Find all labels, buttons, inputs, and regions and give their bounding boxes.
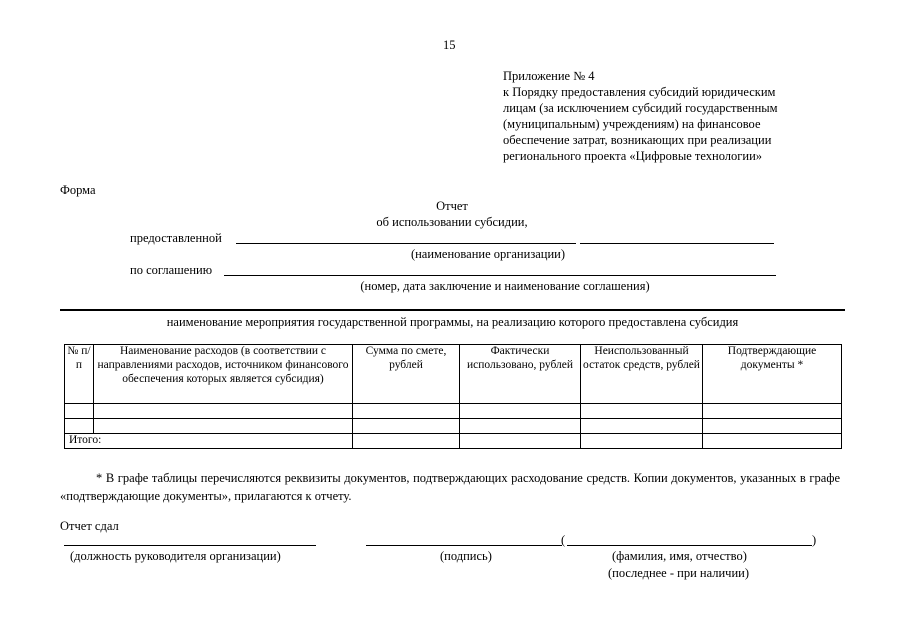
table-cell (65, 419, 94, 434)
col-estimate-sum-header: Сумма по смете, рублей (353, 345, 460, 404)
table-cell (460, 434, 581, 449)
appendix-line: обеспечение затрат, возникающих при реализации (503, 133, 772, 147)
signature-line (366, 545, 562, 546)
name-open-paren: ( (561, 533, 566, 547)
table-cell (581, 419, 703, 434)
organization-caption: (наименование организации) (410, 247, 566, 261)
organization-line-2 (580, 243, 774, 244)
appendix-line: регионального проекта «Цифровые технологии» (503, 149, 763, 163)
col-number-header: № п/п (65, 345, 94, 404)
table-cell (353, 404, 460, 419)
table-total-row (65, 434, 842, 449)
organization-line-1 (236, 243, 576, 244)
name-note: (последнее - при наличии) (608, 566, 749, 580)
appendix-title: Приложение № 4 (503, 69, 595, 83)
program-caption: наименование мероприятия государственной программы, на реализацию которого предоставлена субсидия (166, 315, 739, 329)
agreement-caption: (номер, дата заключение и наименование соглашения) (360, 279, 650, 293)
report-table (64, 344, 842, 449)
agreement-label: по соглашению (130, 263, 213, 277)
position-line (64, 545, 316, 546)
page-number: 15 (443, 38, 456, 52)
table-cell (581, 434, 703, 449)
table-row (65, 404, 842, 419)
table-cell (353, 434, 460, 449)
report-title: Отчет (436, 199, 468, 213)
col-expense-name-header: Наименование расходов (в соответствии с направлениями расходов, источником финансового обеспечения которых является субсидия) (94, 345, 353, 404)
total-label: Итого: (65, 434, 353, 449)
table-cell (703, 434, 842, 449)
name-line (567, 545, 812, 546)
table-cell (94, 419, 353, 434)
name-close-paren: ) (812, 533, 817, 547)
table-cell (94, 404, 353, 419)
table-cell (460, 404, 581, 419)
position-caption: (должность руководителя организации) (70, 549, 281, 563)
submitted-label: Отчет сдал (60, 519, 119, 533)
program-line (60, 309, 845, 311)
table-cell (703, 419, 842, 434)
table-cell (65, 404, 94, 419)
col-actual-used-header: Фактически использовано, рублей (460, 345, 581, 404)
name-caption: (фамилия, имя, отчество) (612, 549, 747, 563)
form-label: Форма (60, 183, 96, 197)
appendix-line: к Порядку предоставления субсидий юридическим (503, 85, 776, 99)
col-documents-header: Подтверждающие документы * (703, 345, 842, 404)
col-unused-balance-header: Неиспользованный остаток средств, рублей (581, 345, 703, 404)
table-cell (353, 419, 460, 434)
appendix-line: (муниципальным) учреждениям) на финансовое (503, 117, 761, 131)
table-row (65, 419, 842, 434)
table-cell (581, 404, 703, 419)
table-header-row (65, 345, 842, 404)
provided-label: предоставленной (130, 231, 222, 245)
agreement-line (224, 275, 776, 276)
appendix-line: лицам (за исключением субсидий государственным (503, 101, 778, 115)
signature-caption: (подпись) (440, 549, 492, 563)
table-cell (460, 419, 581, 434)
report-subtitle: об использовании субсидии, (376, 215, 528, 229)
footnote: * В графе таблицы перечисляются реквизиты документов, подтверждающих расходование средств. Копии документов, указанных в графе «подтверждающие документы», прилагаются к отчету. (60, 471, 840, 503)
table-cell (703, 404, 842, 419)
